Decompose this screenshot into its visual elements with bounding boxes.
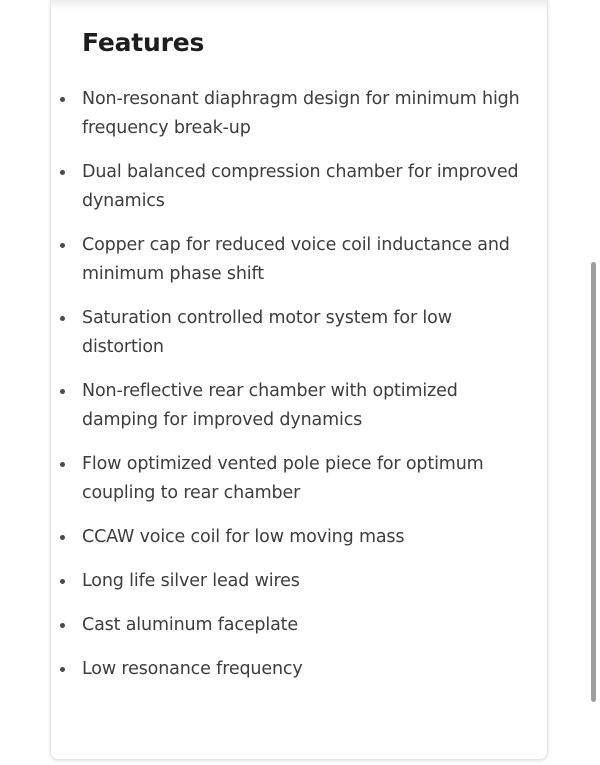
feature-item	[56, 85, 526, 143]
feature-text: Saturation controlled motor system for low distortion	[82, 308, 452, 357]
feature-item	[56, 567, 526, 596]
feature-item	[56, 450, 526, 508]
bullet-icon	[60, 535, 65, 540]
feature-item	[56, 655, 526, 684]
bullet-icon	[60, 243, 65, 248]
bullet-icon	[60, 389, 65, 394]
feature-text: Low resonance frequency	[82, 659, 303, 679]
bullet-icon	[60, 97, 65, 102]
feature-text: Non-resonant diaphragm design for minimum high frequency break-up	[82, 89, 520, 138]
card-top-edge	[50, 0, 548, 10]
feature-text: Dual balanced compression chamber for improved dynamics	[82, 162, 519, 211]
feature-text: Flow optimized vented pole piece for optimum coupling to rear chamber	[82, 454, 484, 503]
features-heading: Features	[82, 28, 205, 57]
feature-text: CCAW voice coil for low moving mass	[82, 527, 405, 547]
feature-text: Non-reflective rear chamber with optimized damping for improved dynamics	[82, 381, 458, 430]
bullet-icon	[60, 667, 65, 672]
feature-text: Copper cap for reduced voice coil inductance and minimum phase shift	[82, 235, 510, 284]
bullet-icon	[60, 462, 65, 467]
feature-item	[56, 158, 526, 216]
feature-item	[56, 611, 526, 640]
feature-text: Long life silver lead wires	[82, 571, 300, 591]
bullet-icon	[60, 623, 65, 628]
feature-item	[56, 377, 526, 435]
scrollbar-thumb[interactable]	[591, 262, 596, 702]
feature-item	[56, 523, 526, 552]
bullet-icon	[60, 170, 65, 175]
feature-item	[56, 231, 526, 289]
bullet-icon	[60, 579, 65, 584]
feature-text: Cast aluminum faceplate	[82, 615, 299, 635]
features-list	[56, 85, 526, 699]
bullet-icon	[60, 316, 65, 321]
feature-item	[56, 304, 526, 362]
